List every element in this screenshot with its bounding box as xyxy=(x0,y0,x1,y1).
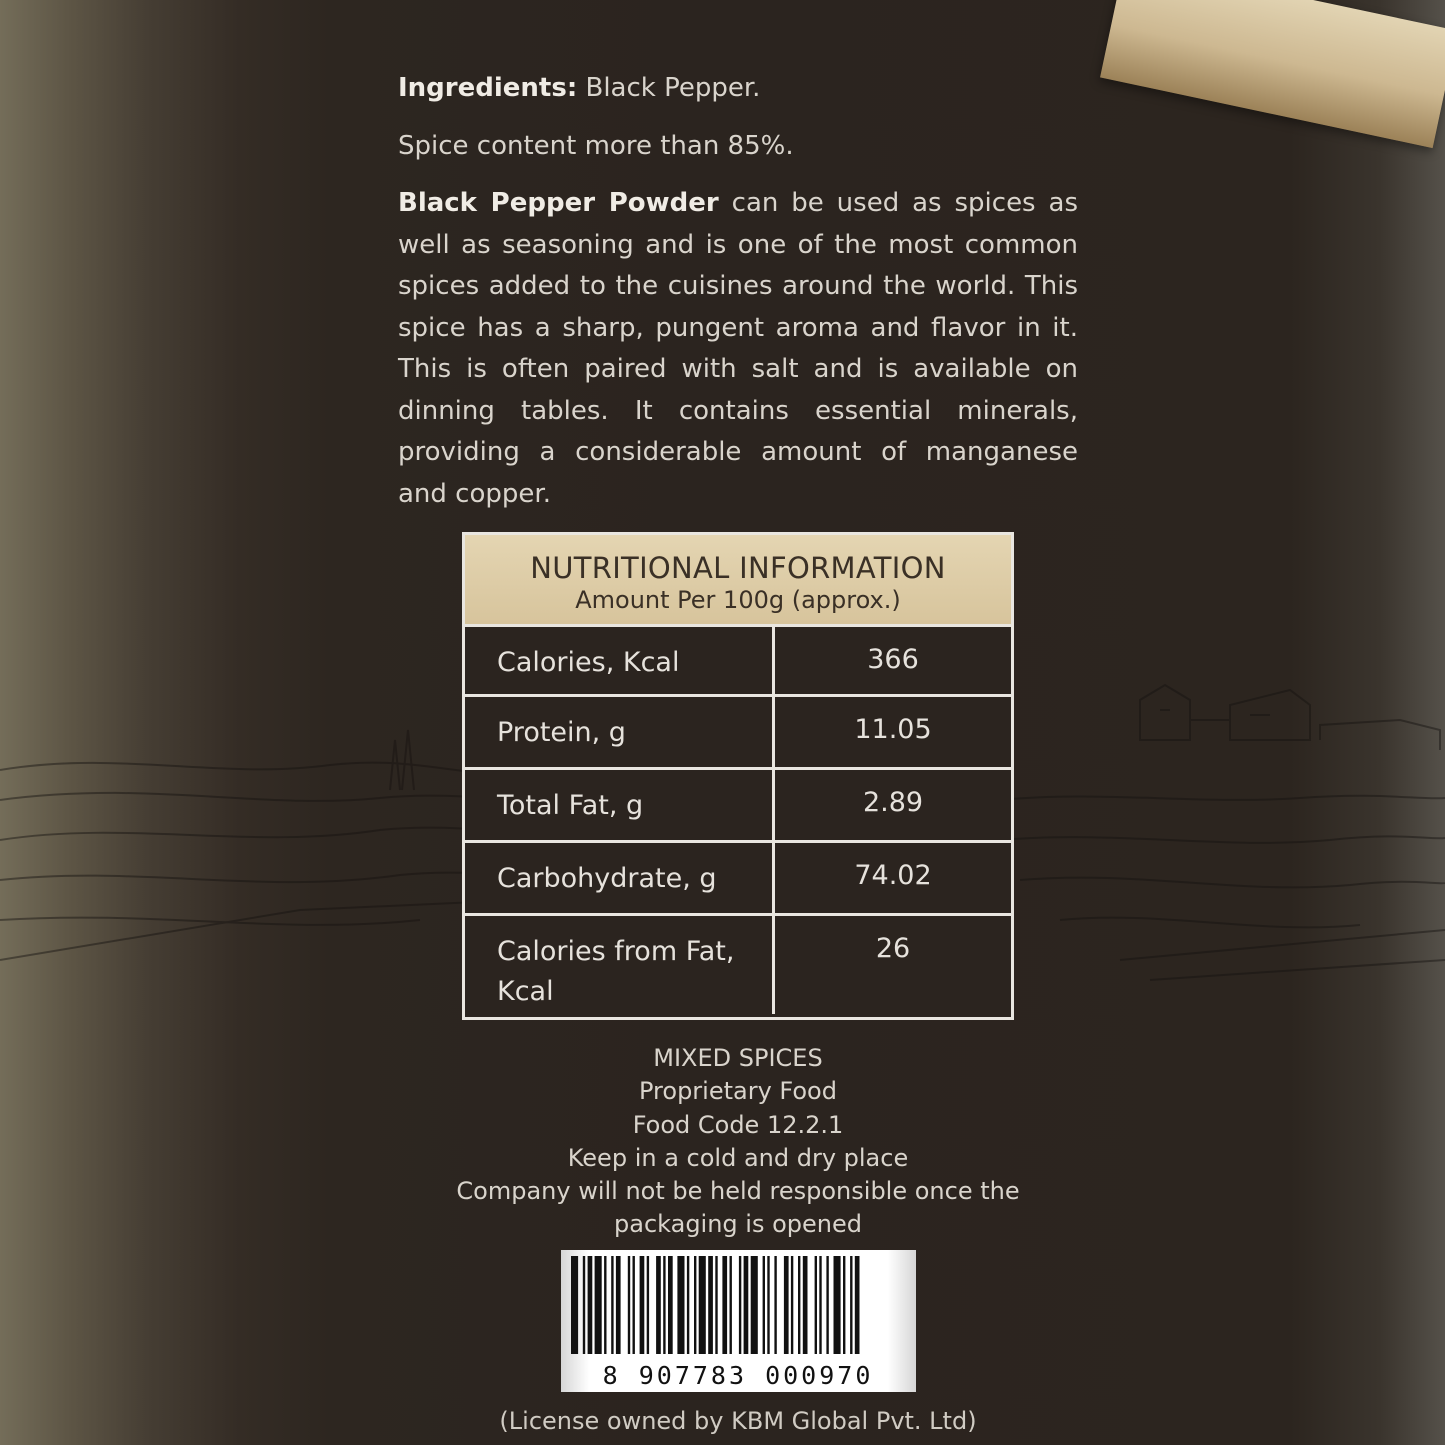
barcode-bar xyxy=(834,1256,841,1354)
table-row xyxy=(465,916,1011,1014)
barcode-bar xyxy=(604,1256,606,1354)
barcode-bar xyxy=(616,1256,621,1354)
product-name: Black Pepper Powder xyxy=(398,188,719,218)
barcode-bar xyxy=(640,1256,645,1354)
barcode-bar xyxy=(583,1256,585,1354)
barcode-bar xyxy=(668,1256,673,1354)
barcode-bars xyxy=(561,1250,916,1392)
nutrient-value: 11.05 xyxy=(854,714,932,745)
ingredients-line xyxy=(398,68,1078,110)
barcode-bar xyxy=(677,1256,684,1354)
barcode-bar xyxy=(595,1256,602,1354)
nutrient-value: 74.02 xyxy=(854,860,932,891)
storage-instructions: Keep in a cold and dry place xyxy=(567,1143,909,1172)
barcode-bar xyxy=(791,1256,793,1354)
barcode-bar xyxy=(687,1256,689,1354)
barcode-bar xyxy=(739,1256,741,1354)
barcode-bar xyxy=(784,1256,789,1354)
barcode-bar xyxy=(730,1256,732,1354)
barcode-bar xyxy=(708,1256,713,1354)
barcode-bar xyxy=(663,1256,665,1354)
product-footer-info xyxy=(400,1042,1076,1242)
barcode-bar xyxy=(588,1256,593,1354)
barcode-bar xyxy=(855,1256,860,1354)
barcode-bar xyxy=(744,1256,749,1354)
barcode-bar xyxy=(715,1256,717,1354)
barcode-bar xyxy=(699,1256,706,1354)
barcode-bar xyxy=(611,1256,613,1354)
barcode-bar xyxy=(763,1256,765,1354)
nutrient-value: 2.89 xyxy=(862,787,924,818)
barcode-bar xyxy=(647,1256,649,1354)
nutrient-label: Carbohydrate, g xyxy=(465,843,775,913)
nutrition-title: NUTRITIONAL INFORMATION xyxy=(530,551,946,585)
table-row xyxy=(465,627,1011,697)
barcode-bar xyxy=(722,1256,727,1354)
barcode-bar xyxy=(819,1256,821,1354)
nutrient-label: Protein, g xyxy=(465,697,775,767)
barcode-bar xyxy=(751,1256,758,1354)
nutrition-header xyxy=(465,535,1011,627)
ingredients-value: Black Pepper. xyxy=(577,73,761,103)
disclaimer: Company will not be held responsible once the packaging is opened xyxy=(456,1177,1020,1239)
product-description-block xyxy=(398,68,1078,515)
barcode-bar xyxy=(633,1256,635,1354)
barcode-bar xyxy=(815,1256,817,1354)
nutrient-label: Calories from Fat, Kcal xyxy=(465,916,775,1014)
gold-ribbon-decoration xyxy=(1100,0,1445,148)
barcode xyxy=(561,1250,916,1392)
table-row xyxy=(465,770,1011,843)
barcode-digits: 8 907783 000970 xyxy=(602,1361,874,1390)
nutrient-label: Total Fat, g xyxy=(465,770,775,840)
table-row xyxy=(465,843,1011,916)
barcode-bar xyxy=(656,1256,661,1354)
barcode-bar xyxy=(843,1256,845,1354)
spice-content-line: Spice content more than 85%. xyxy=(398,130,794,161)
nutrition-subtitle: Amount Per 100g (approx.) xyxy=(575,586,901,614)
license-note: (License owned by KBM Global Pvt. Ltd) xyxy=(499,1407,977,1435)
barcode-bar xyxy=(798,1256,800,1354)
barcode-bar xyxy=(774,1256,776,1354)
food-type: Proprietary Food xyxy=(639,1077,837,1106)
barcode-bar xyxy=(803,1256,808,1354)
description-text: can be used as spices as well as seasoning and is one of the most common spices added to the cuisines around the world. This spice has a sharp, pungent aroma and flavor in it. This is often paired with salt and is available on dinning tables. It contains essential minerals, providing a considerable amount of manganese and copper. xyxy=(398,188,1078,509)
nutrient-label: Calories, Kcal xyxy=(465,627,775,694)
ingredients-label: Ingredients: xyxy=(398,73,578,103)
description-paragraph xyxy=(398,183,1078,515)
barcode-bar xyxy=(826,1256,828,1354)
table-row xyxy=(465,697,1011,770)
nutrient-value: 366 xyxy=(867,644,919,675)
barcode-bar xyxy=(850,1256,852,1354)
product-category: MIXED SPICES xyxy=(653,1044,823,1072)
nutrition-table xyxy=(462,532,1014,1020)
nutrient-value: 26 xyxy=(875,933,911,964)
barcode-bar xyxy=(767,1256,769,1354)
food-code: Food Code 12.2.1 xyxy=(632,1110,844,1139)
barcode-bar xyxy=(628,1256,630,1354)
barcode-bar xyxy=(694,1256,696,1354)
barcode-bar xyxy=(571,1256,578,1354)
